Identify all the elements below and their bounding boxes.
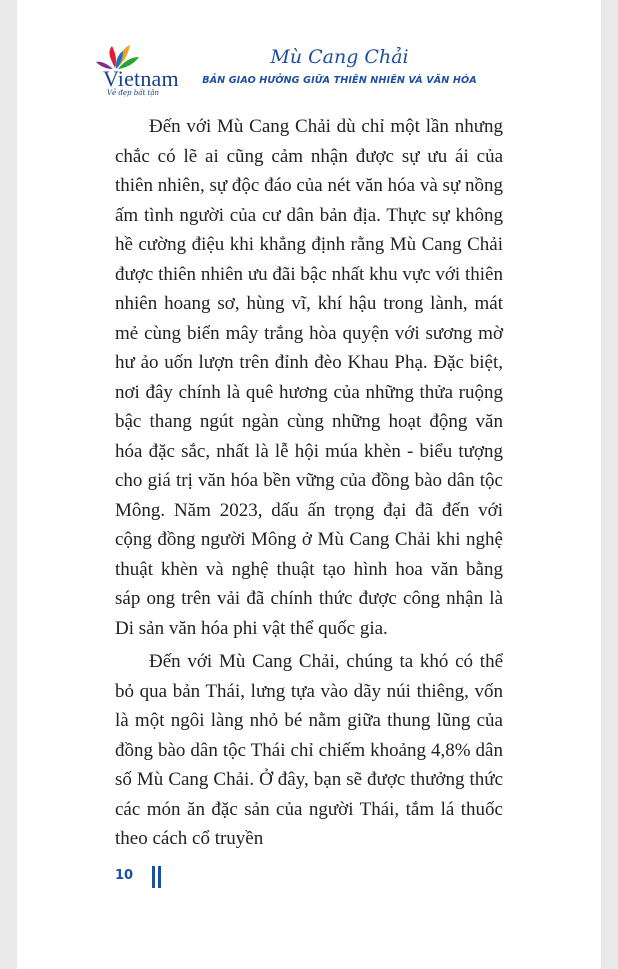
running-header-title: Mù Cang Chải — [270, 46, 409, 68]
paragraph-2: Đến với Mù Cang Chải, chúng ta khó có thể bỏ qua bản Thái, lưng tựa vào dãy núi thiêng, vốn là một ngôi làng nhỏ bé nằm giữa thung lũng của đồng bào dân tộc Thái chỉ chiếm khoảng 4,8% dân số Mù Cang Chải. Ở đây, bạn sẽ được thưởng thức các món ăn đặc sản của người Thái, tắm lá thuốc theo cách cổ truyền — [115, 651, 503, 849]
body-text — [115, 112, 503, 858]
paragraph-1: Đến với Mù Cang Chải dù chỉ một lần nhưng chắc có lẽ ai cũng cảm nhận được sự ưu ái của thiên nhiên, sự độc đáo của nét văn hóa và sự nồng ấm tình người của cư dân bản địa. Thực sự không hề cường điệu khi khẳng định rằng Mù Cang Chải được thiên nhiên ưu đãi bậc nhất khu vực với thiên nhiên hoang sơ, hùng vĩ, khí hậu trong lành, mát mẻ cùng biển mây trắng hòa quyện với sương mờ hư ảo uốn lượn trên đỉnh đèo Khau Phạ. Đặc biệt, nơi đây chính là quê hương của những thửa ruộng bậc thang ngút ngàn cùng những hoạt động văn hóa đặc sắc, nhất là lễ hội múa khèn - biểu tượng cho giá trị văn hóa bền vững của đồng bào dân tộc Mông. Năm 2023, dấu ấn trọng đại đã đến với cộng đồng người Mông ở Mù Cang Chải khi nghệ thuật khèn và nghệ thuật tạo hình hoa văn bằng sáp ong trên vải đã chính thức được công nhận là Di sản văn hóa phi vật thể quốc gia. — [115, 116, 503, 639]
page-number-bars-icon — [151, 866, 163, 888]
logo-wordmark: Vietnam — [103, 66, 179, 91]
logo-tagline: Vẻ đẹp bất tận — [107, 89, 160, 97]
page-number: 10 — [115, 868, 134, 883]
vietnam-logo — [85, 42, 179, 102]
page — [17, 0, 601, 969]
running-header-subtitle: BẢN GIAO HƯỞNG GIỮA THIÊN NHIÊN VÀ VĂN HÓA — [202, 75, 477, 86]
